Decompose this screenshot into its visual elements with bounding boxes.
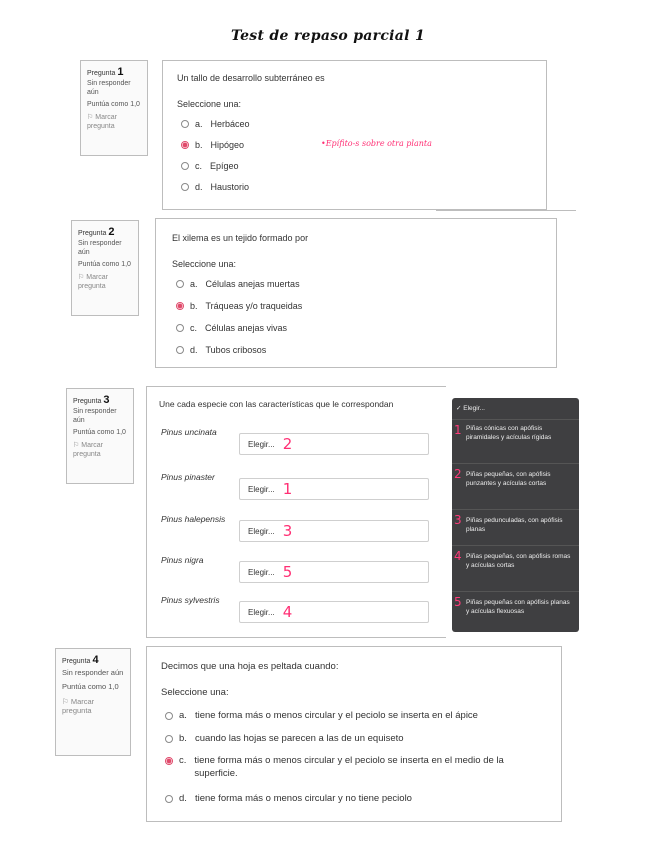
question-score: Puntúa como 1,0: [62, 682, 119, 692]
question-number: 4: [92, 654, 99, 666]
match-row: [161, 472, 429, 500]
option-text: Piñas pequeñas, con apófisis punzantes y acículas cortas: [466, 471, 551, 488]
option-text: Haustorio: [210, 182, 250, 192]
option-text: Tráqueas y/o traqueidas: [205, 301, 303, 311]
option-b[interactable]: [165, 733, 557, 744]
option-d[interactable]: [176, 345, 266, 355]
match-select[interactable]: [239, 561, 429, 583]
handwritten-number: 4: [282, 602, 293, 621]
radio-button-selected[interactable]: [181, 141, 189, 149]
option-text: Piñas cónicas con apófisis piramidales y acículas rígidas: [466, 425, 552, 442]
option-a[interactable]: [176, 279, 300, 289]
question-number: 1: [117, 66, 124, 78]
species-label: Pinus nigra: [161, 555, 204, 565]
option-b[interactable]: [176, 301, 302, 311]
dropdown-option[interactable]: [452, 546, 579, 592]
handwritten-number: 5: [282, 562, 293, 581]
match-row: [161, 514, 429, 542]
option-text: tiene forma más o menos circular y no tiene peciolo: [194, 793, 412, 804]
select-value: Elegir...: [248, 484, 275, 494]
option-d[interactable]: [181, 182, 249, 192]
question-number: 3: [103, 394, 110, 406]
handwritten-note: •Epífito-s sobre otra planta: [321, 139, 432, 148]
question-3-info: [66, 388, 134, 484]
divider: [436, 210, 576, 211]
select-value: Elegir...: [248, 526, 275, 536]
flag-question-link[interactable]: [78, 274, 132, 292]
question-status: Sin responder aún: [62, 667, 124, 677]
select-prompt: Seleccione una:: [177, 99, 242, 109]
option-letter: d.: [179, 793, 187, 804]
match-row: [161, 427, 429, 455]
handwritten-number: 1: [282, 479, 293, 498]
match-select[interactable]: [239, 601, 429, 623]
question-score: Puntúa como 1,0: [78, 261, 131, 269]
flag-icon: ⚐: [73, 442, 80, 449]
match-select[interactable]: [239, 478, 429, 500]
option-text: Piñas pedunculadas, con apófisis planas: [466, 517, 563, 534]
option-letter: a.: [179, 710, 187, 721]
radio-button[interactable]: [165, 795, 173, 803]
flag-question-link[interactable]: [73, 442, 127, 460]
question-number: 2: [108, 226, 115, 238]
option-letter: d.: [195, 182, 203, 192]
handwritten-number: 2: [282, 434, 293, 453]
option-letter: d.: [190, 345, 198, 355]
option-letter: c.: [190, 323, 198, 333]
option-text: tiene forma más o menos circular y el peciolo se inserta en el medio de la superficie.: [194, 755, 504, 779]
flag-label: Marcar pregunta: [62, 696, 95, 715]
dropdown-option[interactable]: [452, 510, 579, 546]
radio-button-selected[interactable]: [176, 302, 184, 310]
match-row: [161, 595, 429, 623]
match-select[interactable]: [239, 433, 429, 455]
dropdown-menu: [452, 398, 579, 632]
question-label: Pregunta: [87, 70, 116, 77]
question-label: Pregunta: [78, 230, 107, 237]
question-1-card: [162, 60, 547, 210]
select-value: Elegir...: [248, 567, 275, 577]
option-text: Tubos cribosos: [205, 345, 267, 355]
species-label: Pinus uncinata: [161, 427, 217, 437]
option-text: Células anejas muertas: [205, 279, 300, 289]
option-letter: b.: [179, 733, 187, 744]
question-score: Puntúa como 1,0: [87, 101, 140, 109]
radio-button[interactable]: [165, 712, 173, 720]
question-2-info: [71, 220, 139, 316]
option-letter: a.: [195, 119, 203, 129]
flag-label: Marcar pregunta: [73, 442, 104, 458]
select-value: Elegir...: [248, 607, 275, 617]
flag-icon: ⚐: [87, 114, 94, 121]
option-text: Herbáceo: [210, 119, 250, 129]
radio-button[interactable]: [165, 735, 173, 743]
flag-label: Marcar pregunta: [87, 114, 118, 130]
option-text: Células anejas vivas: [205, 323, 288, 333]
flag-label: Marcar pregunta: [78, 274, 109, 290]
question-status: Sin responder aún: [73, 407, 117, 424]
handwritten-number: 3: [454, 513, 462, 527]
option-text: Epígeo: [210, 161, 239, 171]
radio-button[interactable]: [181, 120, 189, 128]
species-label: Pinus halepensis: [161, 514, 226, 524]
option-text: Hipógeo: [210, 140, 245, 150]
radio-button[interactable]: [176, 346, 184, 354]
option-c[interactable]: [181, 161, 239, 171]
question-text: Une cada especie con las características que le correspondan: [159, 399, 394, 409]
question-status: Sin responder aún: [78, 239, 122, 256]
question-4-info: [55, 648, 131, 756]
handwritten-number: 5: [454, 595, 462, 609]
option-text: Piñas pequeñas con apófisis planas y acículas flexuosas: [466, 599, 570, 616]
handwritten-number: 2: [454, 467, 462, 481]
dropdown-option[interactable]: [452, 420, 579, 464]
select-prompt: Seleccione una:: [161, 687, 229, 698]
option-letter: b.: [195, 140, 203, 150]
option-c[interactable]: [165, 755, 535, 781]
species-label: Pinus pinaster: [161, 472, 215, 482]
flag-icon: ⚐: [78, 274, 85, 281]
question-status: Sin responder aún: [87, 79, 131, 96]
question-label: Pregunta: [73, 398, 102, 405]
question-2-card: [155, 218, 557, 368]
radio-button[interactable]: [181, 183, 189, 191]
species-label: Pinus sylvestris: [161, 595, 220, 605]
question-score: Puntúa como 1,0: [73, 429, 126, 437]
match-select[interactable]: [239, 520, 429, 542]
option-text: Piñas pequeñas, con apófisis romas y acículas cortas: [466, 553, 571, 570]
dropdown-option[interactable]: [452, 592, 579, 632]
select-prompt: Seleccione una:: [172, 259, 237, 269]
question-text: Decimos que una hoja es peltada cuando:: [161, 661, 339, 672]
radio-button[interactable]: [176, 324, 184, 332]
option-text: cuando las hojas se parecen a las de un equiseto: [194, 733, 404, 744]
option-c[interactable]: [176, 323, 287, 333]
option-d[interactable]: [165, 793, 557, 804]
handwritten-number: 3: [282, 521, 293, 540]
radio-button[interactable]: [176, 280, 184, 288]
option-a[interactable]: [181, 119, 250, 129]
option-a[interactable]: [165, 710, 557, 721]
option-text: tiene forma más o menos circular y el peciolo se inserta en el ápice: [194, 710, 478, 721]
page-title: Test de repaso parcial 1: [230, 28, 426, 44]
question-1-info: [80, 60, 148, 156]
option-letter: c.: [195, 161, 203, 171]
question-text: Un tallo de desarrollo subterráneo es: [177, 73, 325, 83]
option-letter: b.: [190, 301, 198, 311]
option-letter: a.: [190, 279, 198, 289]
handwritten-number: 1: [454, 423, 462, 437]
question-label: Pregunta: [62, 658, 91, 665]
radio-button[interactable]: [181, 162, 189, 170]
question-text: El xilema es un tejido formado por: [172, 233, 309, 243]
dropdown-option[interactable]: [452, 464, 579, 510]
option-letter: c.: [179, 755, 187, 766]
question-4-card: [146, 646, 562, 822]
flag-question-link[interactable]: [87, 114, 141, 132]
flag-icon: ⚐: [62, 696, 69, 706]
match-row: [161, 555, 429, 583]
dropdown-option-default[interactable]: ✓ Elegir...: [452, 398, 579, 420]
question-3-card: [146, 386, 446, 638]
select-value: Elegir...: [248, 439, 275, 449]
radio-button-selected[interactable]: [165, 757, 173, 765]
option-b[interactable]: [181, 140, 244, 150]
flag-question-link[interactable]: [62, 697, 124, 716]
handwritten-number: 4: [454, 549, 462, 563]
